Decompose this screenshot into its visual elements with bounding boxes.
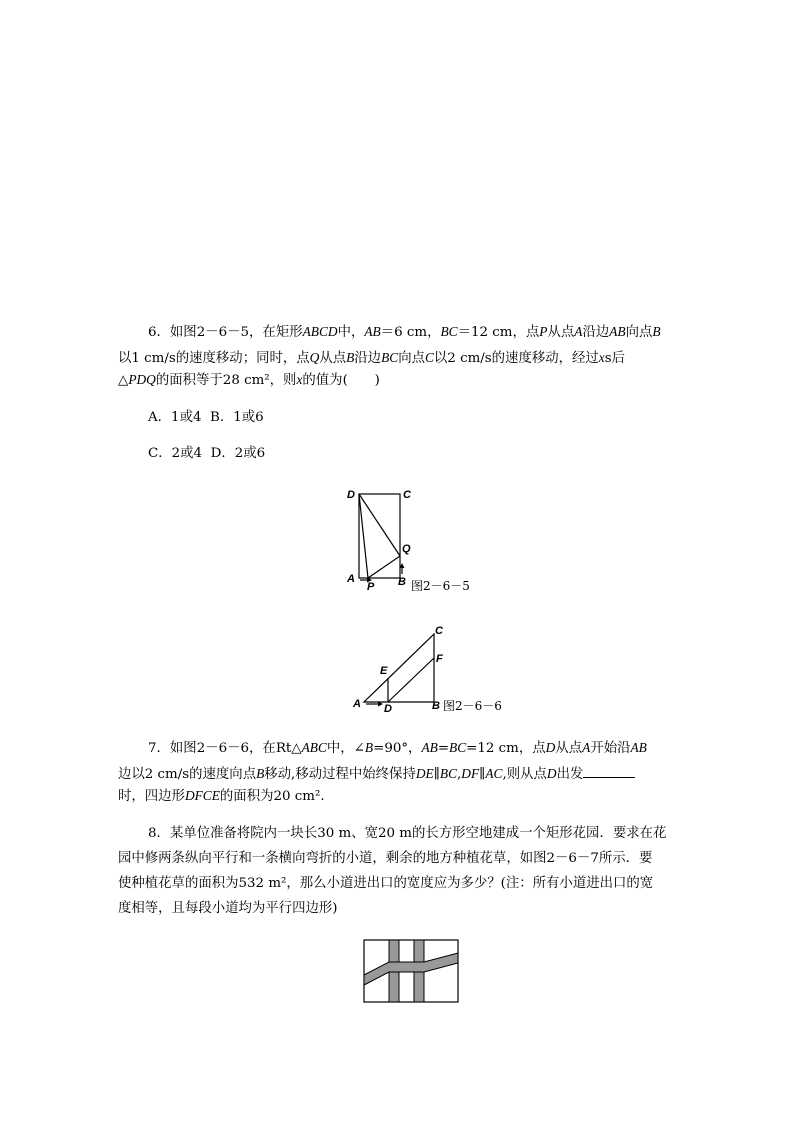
q8-line-4: 度相等，且每段小道均为平行四边形) (118, 901, 338, 916)
label-a: A (347, 573, 355, 585)
segment-pq (368, 556, 400, 578)
figure-caption: 图2－6－6 (443, 699, 502, 713)
label-d: D (347, 489, 355, 501)
label-f: F (436, 653, 443, 665)
question-number: 7． (148, 741, 170, 756)
question-number: 8． (148, 826, 170, 841)
label-a: A (353, 698, 361, 710)
figure-caption: 图2－6－5 (411, 579, 470, 593)
q6-line-1: 6．如图2－6－5，在矩形ABCD中，AB＝6 cm，BC＝12 cm，点P从点A沿边AB向点B (148, 324, 661, 340)
answer-blank[interactable] (583, 763, 635, 778)
label-d: D (384, 703, 392, 715)
q8-line-3: 使种植花草的面积为532 m²，那么小道进出口的宽度应为多少？(注：所有小道进出口的宽 (118, 876, 654, 891)
label-q: Q (402, 543, 411, 555)
label-e: E (380, 665, 388, 677)
q8-line-2: 园中修两条纵向平行和一条横向弯折的小道，剩余的地方种植花草，如图2－6－7所示．要 (118, 851, 653, 866)
q8-line-1: 8．某单位准备将院内一块长30 m、宽20 m的长方形空地建成一个矩形花园．要求在花 (148, 826, 667, 841)
segment-df (388, 658, 434, 702)
q7-line-2: 边以2 cm/s的速度向点B移动,移动过程中始终保持DE∥BC,DF∥AC,则从点D出发 (118, 763, 635, 785)
q6-line-3: △PDQ的面积等于28 cm²，则x的值为( ) (118, 372, 380, 388)
option-a: A．1或4 (148, 410, 202, 425)
q7-line-3: 时，四边形DFCE的面积为20 cm². (118, 788, 325, 804)
question-number: 6． (148, 325, 170, 340)
label-b: B (432, 700, 440, 712)
option-b: B．1或6 (210, 410, 264, 425)
rectangle-abcd (359, 494, 400, 578)
option-c: C．2或4 (148, 446, 203, 461)
q6-line-2: 以1 cm/s的速度移动；同时，点Q从点B沿边BC向点C以2 cm/s的速度移动，经过xs后 (118, 350, 626, 366)
label-c: C (435, 625, 443, 637)
q7-line-1: 7．如图2－6－6，在Rt△ABC中，∠B=90°，AB=BC=12 cm，点D从点A开始沿AB (148, 740, 647, 756)
label-c: C (403, 489, 411, 501)
option-d: D．2或6 (210, 446, 266, 461)
figure-2-6-7 (364, 940, 458, 1002)
label-p: P (367, 581, 375, 593)
label-b: B (398, 576, 406, 588)
